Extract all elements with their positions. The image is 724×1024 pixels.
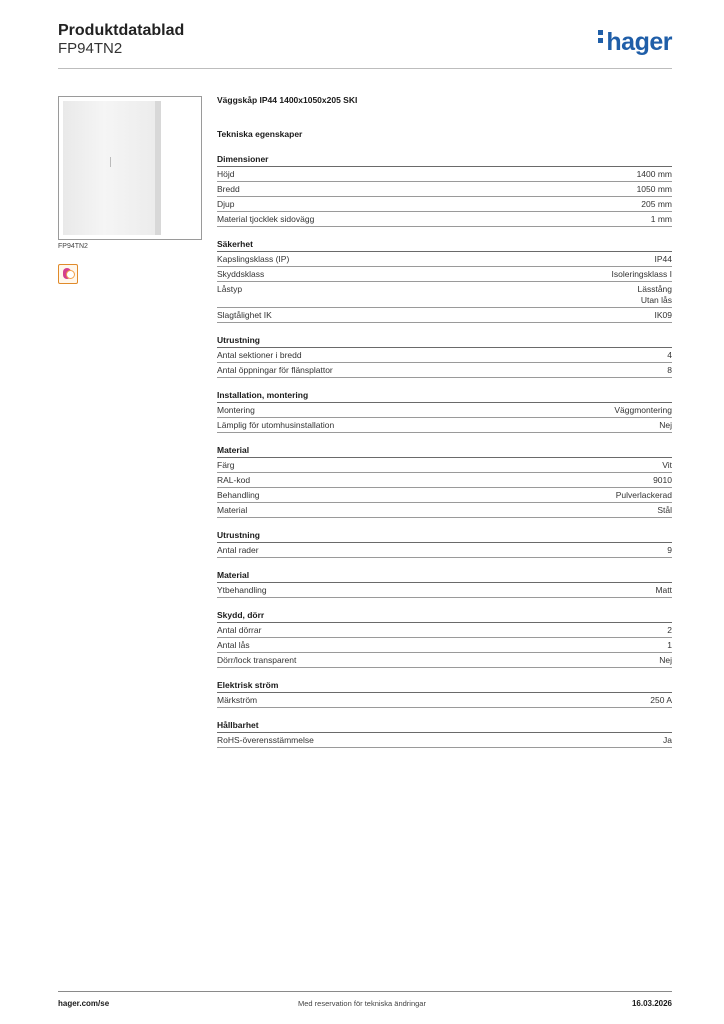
- spec-value: Pulverlackerad: [615, 490, 672, 500]
- section-heading: Material: [217, 444, 672, 458]
- spec-label: Märkström: [217, 695, 258, 705]
- spec-label: Antal dörrar: [217, 625, 262, 635]
- spec-row: [217, 693, 672, 708]
- spec-row: [217, 197, 672, 212]
- brand-name: hager: [606, 28, 672, 56]
- product-code: FP94TN2: [58, 40, 123, 57]
- spec-section: [217, 389, 672, 433]
- spec-value: 9: [667, 545, 672, 555]
- spec-row: [217, 167, 672, 182]
- spec-value: Lässtång Utan lås: [637, 284, 672, 305]
- section-heading: Utrustning: [217, 334, 672, 348]
- product-name: Väggskåp IP44 1400x1050x205 SKI: [217, 95, 358, 105]
- image-caption: FP94TN2: [58, 243, 88, 250]
- spec-value: 1400 mm: [636, 169, 672, 179]
- spec-label: Höjd: [217, 169, 235, 179]
- spec-row: [217, 363, 672, 378]
- section-heading: Utrustning: [217, 529, 672, 543]
- spec-value: 1050 mm: [636, 184, 672, 194]
- spec-label: Antal rader: [217, 545, 259, 555]
- spec-value: 205 mm: [641, 199, 672, 209]
- cabinet-front: [63, 101, 156, 235]
- footer-note: Med reservation för tekniska ändringar: [298, 999, 426, 1008]
- spec-value: 2: [667, 625, 672, 635]
- spec-row: [217, 638, 672, 653]
- section-heading: Skydd, dörr: [217, 609, 672, 623]
- spec-section: [217, 529, 672, 558]
- spec-row: [217, 182, 672, 197]
- spec-row: [217, 653, 672, 668]
- section-heading: Elektrisk ström: [217, 679, 672, 693]
- spec-row: [217, 403, 672, 418]
- spec-value: 4: [667, 350, 672, 360]
- spec-row: [217, 488, 672, 503]
- spec-value: Nej: [659, 420, 672, 430]
- spec-value: 1 mm: [650, 214, 672, 224]
- spec-value: 250 A: [650, 695, 672, 705]
- spec-label: Lämplig för utomhusinstallation: [217, 420, 335, 430]
- spec-row: [217, 503, 672, 518]
- spec-row: [217, 733, 672, 748]
- section-heading: Dimensioner: [217, 153, 672, 167]
- spec-label: Kapslingsklass (IP): [217, 254, 290, 264]
- spec-row: [217, 583, 672, 598]
- spec-label: Dörr/lock transparent: [217, 655, 297, 665]
- spec-value: Nej: [659, 655, 672, 665]
- spec-sections: [217, 153, 672, 748]
- section-heading: Säkerhet: [217, 238, 672, 252]
- spec-label: RoHS-överensstämmelse: [217, 735, 314, 745]
- section-heading: Material: [217, 569, 672, 583]
- badge-ring-icon: [66, 270, 75, 279]
- spec-label: Antal öppningar för flänsplattor: [217, 365, 333, 375]
- tech-heading: Tekniska egenskaper: [217, 129, 303, 139]
- spec-label: Låstyp: [217, 284, 243, 294]
- footer-website[interactable]: hager.com/se: [58, 999, 110, 1008]
- spec-content: [217, 95, 672, 759]
- spec-label: RAL-kod: [217, 475, 251, 485]
- eco-badge-icon[interactable]: [58, 264, 78, 284]
- footer-divider: [58, 991, 672, 992]
- spec-label: Djup: [217, 199, 235, 209]
- spec-value: Vit: [662, 460, 672, 470]
- spec-label: Montering: [217, 405, 255, 415]
- page-title: Produktdatablad: [58, 22, 185, 39]
- spec-row: [217, 473, 672, 488]
- spec-section: [217, 334, 672, 378]
- spec-section: [217, 153, 672, 227]
- spec-label: Antal lås: [217, 640, 250, 650]
- spec-row: [217, 348, 672, 363]
- spec-label: Bredd: [217, 184, 240, 194]
- spec-value: 9010: [653, 475, 672, 485]
- product-image: [58, 96, 202, 240]
- spec-label: Ytbehandling: [217, 585, 267, 595]
- spec-label: Material tjocklek sidovägg: [217, 214, 315, 224]
- spec-value: 8: [667, 365, 672, 375]
- spec-row: [217, 212, 672, 227]
- logo-dots-icon: [598, 30, 604, 46]
- spec-row: [217, 458, 672, 473]
- spec-value: Isoleringsklass I: [611, 269, 672, 279]
- spec-section: [217, 679, 672, 708]
- spec-section: [217, 238, 672, 323]
- spec-section: [217, 569, 672, 598]
- spec-label: Antal sektioner i bredd: [217, 350, 302, 360]
- spec-value: 1: [667, 640, 672, 650]
- spec-value: Matt: [655, 585, 672, 595]
- spec-value: IK09: [654, 310, 672, 320]
- spec-label: Färg: [217, 460, 235, 470]
- spec-row: [217, 252, 672, 267]
- spec-label: Material: [217, 505, 248, 515]
- spec-section: [217, 719, 672, 748]
- footer-date: 16.03.2026: [631, 999, 672, 1008]
- spec-row: [217, 418, 672, 433]
- cabinet-side: [155, 101, 161, 235]
- spec-label: Skyddsklass: [217, 269, 265, 279]
- spec-value: IP44: [654, 254, 672, 264]
- spec-value: Ja: [663, 735, 672, 745]
- header-divider: [58, 68, 672, 69]
- section-heading: Hållbarhet: [217, 719, 672, 733]
- spec-row: [217, 267, 672, 282]
- spec-section: [217, 609, 672, 668]
- spec-row: [217, 308, 672, 323]
- spec-label: Slagtålighet IK: [217, 310, 272, 320]
- spec-label: Behandling: [217, 490, 260, 500]
- cabinet-handle: [110, 157, 111, 167]
- spec-row: [217, 543, 672, 558]
- spec-row: [217, 282, 672, 308]
- spec-value: Väggmontering: [614, 405, 672, 415]
- spec-value: Stål: [657, 505, 672, 515]
- brand-logo: [598, 28, 672, 57]
- spec-row: [217, 623, 672, 638]
- spec-section: [217, 444, 672, 518]
- section-heading: Installation, montering: [217, 389, 672, 403]
